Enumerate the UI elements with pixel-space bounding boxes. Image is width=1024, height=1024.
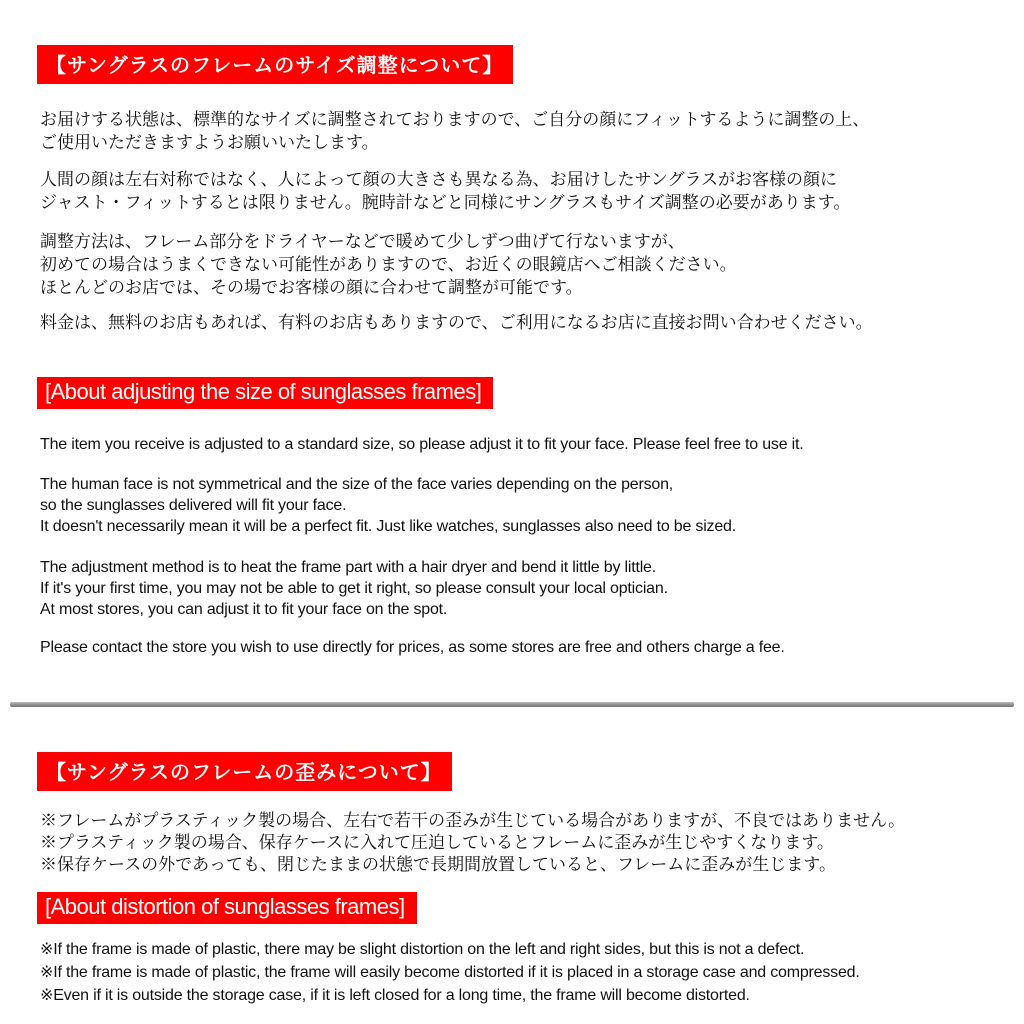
notes-distortion-en: [40, 938, 984, 1007]
note-line: ※Even if it is outside the storage case, if it is left closed for a long time, the frame will become distorted.: [40, 987, 750, 1004]
note-line: ※If the frame is made of plastic, the frame will easily become distorted if it is placed in a storage case and compressed.: [40, 964, 860, 981]
paragraph-face-symmetry-jp: [40, 168, 984, 214]
section-size-adjustment-en: [40, 377, 984, 409]
text-line: At most stores, you can adjust it to fit your face on the spot.: [40, 601, 448, 618]
text-line: 調整方法は、フレーム部分をドライヤーなどで暖めて少しずつ曲げて行ないますが、: [40, 232, 685, 251]
text-line: ジャスト・フィットするとは限りません。腕時計などと同様にサングラスもサイズ調整の必要があります。: [40, 193, 851, 212]
text-line: ご使用いただきますようお願いいたします。: [40, 133, 379, 152]
text-line: The adjustment method is to heat the frame part with a hair dryer and bend it little by little.: [40, 559, 656, 576]
text-line: If it's your first time, you may not be able to get it right, so please consult your local optician.: [40, 580, 668, 597]
note-line: ※If the frame is made of plastic, there may be slight distortion on the left and right sides, but this is not a defect.: [40, 941, 805, 958]
paragraph-fees-jp: [40, 311, 984, 334]
heading-distortion-jp: 【サングラスのフレームの歪みについて】: [37, 752, 452, 791]
paragraph-adjustment-method-jp: [40, 230, 984, 299]
note-line: ※保存ケースの外であっても、閉じたままの状態で長期間放置していると、フレームに歪みが生じます。: [40, 855, 836, 874]
paragraph-delivery-condition-en: [40, 434, 984, 455]
section-size-adjustment-jp: [40, 45, 984, 84]
text-line: so the sunglasses delivered will fit your face.: [40, 497, 347, 514]
text-line: The item you receive is adjusted to a standard size, so please adjust it to fit your face. Please feel free to use it.: [40, 436, 804, 453]
paragraph-face-symmetry-en: [40, 474, 984, 537]
paragraph-adjustment-method-en: [40, 557, 984, 620]
note-line: ※プラスティック製の場合、保存ケースに入れて圧迫しているとフレームに歪みが生じやすくなります。: [40, 833, 834, 852]
paragraph-delivery-condition-jp: [40, 108, 984, 154]
text-line: ほとんどのお店では、その場でお客様の顔に合わせて調整が可能です。: [40, 278, 583, 297]
text-line: お届けする状態は、標準的なサイズに調整されておりますので、ご自分の顔にフィットするように調整の上、: [40, 110, 870, 129]
text-line: Please contact the store you wish to use directly for prices, as some stores are free and others charge a fee.: [40, 639, 785, 656]
text-line: 人間の顔は左右対称ではなく、人によって顔の大きさも異なる為、お届けしたサングラスがお客様の顔に: [40, 170, 837, 189]
text-line: It doesn't necessarily mean it will be a perfect fit. Just like watches, sunglasses also need to be sized.: [40, 518, 736, 535]
section-distortion-en: [40, 892, 984, 924]
notes-distortion-jp: [40, 810, 984, 876]
heading-size-adjustment-jp: 【サングラスのフレームのサイズ調整について】: [37, 45, 513, 84]
text-line: The human face is not symmetrical and the size of the face varies depending on the person,: [40, 476, 674, 493]
note-line: ※フレームがプラスティック製の場合、左右で若干の歪みが生じている場合がありますが、不良ではありません。: [40, 811, 906, 830]
heading-size-adjustment-en: [About adjusting the size of sunglasses frames]: [37, 377, 493, 409]
text-line: 料金は、無料のお店もあれば、有料のお店もありますので、ご利用になるお店に直接お問い合わせください。: [40, 313, 873, 332]
section-divider: [10, 702, 1014, 707]
heading-distortion-en: [About distortion of sunglasses frames]: [37, 892, 417, 924]
section-distortion-jp: [40, 752, 984, 791]
text-line: 初めての場合はうまくできない可能性がありますので、お近くの眼鏡店へご相談ください。: [40, 255, 737, 274]
paragraph-fees-en: [40, 637, 984, 658]
